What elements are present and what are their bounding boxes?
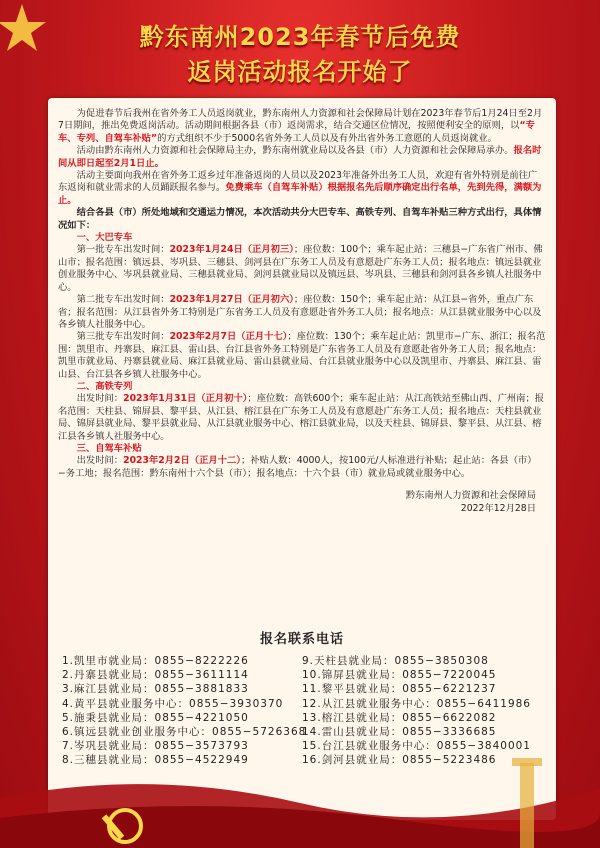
contact-row: 7.岑巩县就业局：0855−3573793 bbox=[62, 740, 249, 753]
bottom-decoration bbox=[0, 758, 600, 848]
intro-paragraph-1 bbox=[58, 108, 546, 145]
signature-block bbox=[58, 490, 546, 515]
date-highlight: 2023年1月27日（正月初六） bbox=[169, 294, 294, 306]
signature-org: 黔东南州人力资源和社会保障局 bbox=[405, 490, 536, 502]
text-span: 活动由黔东南州人力资源和社会保障局主办，黔东南州就业局以及各县（市）人力资源和社会保障局承办。 bbox=[76, 145, 514, 157]
section-heading-train: 二、高铁专列 bbox=[76, 380, 133, 392]
text-span: 第三批专车出发时间： bbox=[76, 331, 170, 343]
contact-row: 13.榕江县就业局：0855−6622082 bbox=[302, 711, 497, 724]
contact-row: 10.锦屏县就业局：0855−7220045 bbox=[302, 669, 497, 682]
contact-row: 1.凯里市就业局：0855−8222226 bbox=[62, 655, 249, 667]
text-span: ；座位数：130个；乘车起止站：凯里市−广东、浙江；报名范围：凯里市、丹寨县、麻江县、雷山县、台江县省外务工特别是广东省务工人员及有意愿赴省外务工人员；报名地点：凯里市就业局、丹寨县就业局、麻江县就业局、雷山县就业局、台江县就业服务中心以及凯里市、丹寨县、麻江县、雷山县、台江县各乡镇人社服务中心。 bbox=[58, 331, 546, 380]
poster-title bbox=[0, 20, 600, 90]
title-line-2: 返岗活动报名开始了 bbox=[187, 58, 413, 86]
bus-batch-3 bbox=[58, 331, 546, 381]
contact-row: 16.剑河县就业局：0855−5223486 bbox=[302, 754, 497, 767]
signature-date: 2022年12月28日 bbox=[460, 502, 536, 514]
contact-row: 9.天柱县就业局：0855−3850308 bbox=[302, 655, 489, 667]
contact-row: 8.三穗县就业局：0855−4522949 bbox=[62, 754, 249, 767]
text-span: 活动主要面向我州在省外务工返乡过年准备返岗的人员以及2023年准备外出务工人员，欢迎有省外特别是前往广东返岗和就业需求的人员踊跃报名参与。 bbox=[58, 170, 538, 194]
contacts-heading: 报名联系电话 bbox=[259, 632, 344, 647]
highlight-text: 免费乘车（自驾车补贴）根据报名先后顺序确定出行名单，先到先得，满额为止。 bbox=[58, 182, 542, 206]
text-span: 出发时间： bbox=[76, 393, 124, 405]
contact-row: 14.雷山县就业局：0855−3336685 bbox=[302, 726, 497, 739]
contact-row: 4.黄平县就业服务中心：0855−3930370 bbox=[62, 697, 284, 710]
section-heading-car: 三、自驾车补贴 bbox=[76, 442, 142, 454]
text-span: 第一批专车出发时间： bbox=[76, 244, 170, 256]
train-paragraph bbox=[58, 393, 546, 443]
text-span: 为促进春节后我州在省外务工人员返岗就业，黔东南州人力资源和社会保障局计划在2023年春节后1月24日至2月7日期间，推出免费返岗活动。活动期间根据各县（市）返岗需求，结合交通区位情况，按照便利安全的原则，以 bbox=[58, 108, 543, 132]
date-highlight: 2023年2月7日（正月十七） bbox=[169, 331, 288, 343]
intro-paragraph-4: 结合各县（市）所处地域和交通运力情况，本次活动共分大巴专车、高铁专列、自驾车补贴三种方式出行，具体情况如下： bbox=[58, 207, 542, 231]
highlight-text: 报名时间从即日起至2月1日止。 bbox=[58, 145, 542, 169]
contacts-column-left bbox=[62, 654, 307, 768]
text-span: 的方式组织不少于5000名省外务工人员以及有外出省外务工意愿的人员返岗就业。 bbox=[157, 132, 497, 144]
text-span: ；座位数：150个；乘车起止站：从江县−省外，重点广东省；报名范围：从江县省外务工特别是广东省务工人员及有意愿赴省外务工人员；报名地点：从江县就业服务中心以及各乡镇人社服务中心。 bbox=[58, 294, 542, 330]
section-heading-bus: 一、大巴专车 bbox=[76, 232, 133, 244]
contact-row: 6.镇远县就业创业服务中心：0855−5726368 bbox=[62, 726, 307, 739]
date-highlight: 2023年1月31日（正月初十） bbox=[123, 393, 248, 405]
contact-row: 15.台江县就业服务中心：0855−3840001 bbox=[302, 740, 531, 753]
bus-batch-1 bbox=[58, 244, 546, 294]
text-span: ；座位数：100个；乘车起止站：三穗县−广东省广州市、佛山市；报名范围：镇远县、岑巩县、三穗县、剑河县在广东务工人员及有意愿赴广东务工人员；报名地点：镇远县就业创业服务中心、岑巩县就业局、三穗县就业局、剑河县就业局以及镇远县、岑巩县、三穗县和剑河县各乡镇人社服务中心。 bbox=[58, 244, 543, 293]
contact-row: 5.施秉县就业局：0855−4221050 bbox=[62, 711, 249, 724]
text-span: 出发时间： bbox=[76, 455, 124, 467]
contact-row: 11.黎平县就业局：0855−6221237 bbox=[302, 683, 497, 696]
car-paragraph bbox=[58, 455, 546, 480]
date-highlight: 2023年2月2日（正月十二） bbox=[123, 455, 241, 467]
contact-row: 2.丹寨县就业局：0855−3611114 bbox=[62, 669, 249, 682]
highlight-text: “专车、专列、自驾车补贴” bbox=[58, 120, 535, 144]
text-span: ；补贴人数：4000人，按100元/人标准进行补贴；起止站：各县（市）−务工地；报名范围：黔东南州十六个县（市）；报名地点：十六个县（市）就业局或就业服务中心。 bbox=[58, 455, 537, 479]
intro-paragraph-3 bbox=[58, 170, 546, 207]
contacts-column-right bbox=[302, 654, 542, 768]
contact-row: 3.麻江县就业局：0855−3881833 bbox=[62, 683, 249, 696]
date-highlight: 2023年1月24日（正月初三） bbox=[169, 244, 294, 256]
contact-row: 12.从江县就业服务中心：0855−6411986 bbox=[302, 697, 531, 710]
notice-card bbox=[48, 98, 556, 820]
bus-batch-2 bbox=[58, 294, 546, 331]
intro-paragraph-2 bbox=[58, 145, 546, 170]
text-span: ；座位数：高铁600个；乘车起止站：从江高铁站至佛山西、广州南；报名范围：天柱县、锦屏县、黎平县、从江县、榕江县在广东务工人员及有意愿赴广东务工人员；报名地点：天柱县就业局、锦屏县就业局、黎平县就业局、从江县就业服务中心、榕江县就业局，以及天柱县、锦屏县、黎平县、从江县、榕江县各乡镇人社服务中心。 bbox=[58, 393, 545, 442]
text-span: 第二批专车出发时间： bbox=[76, 294, 170, 306]
notice-body bbox=[58, 108, 546, 515]
title-line-1: 黔东南州2023年春节后免费 bbox=[139, 23, 461, 51]
